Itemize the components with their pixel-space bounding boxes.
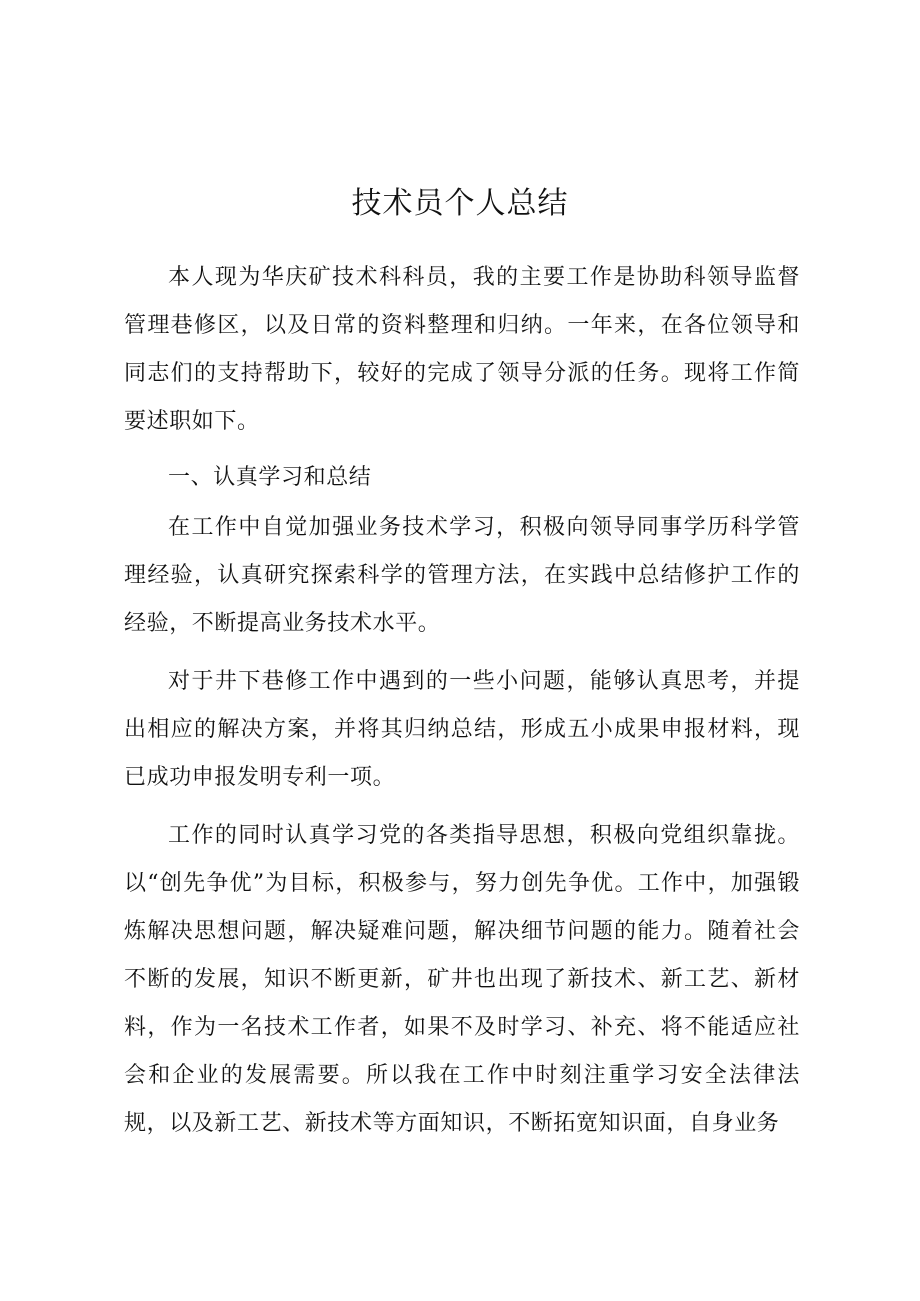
document-title: 技术员个人总结 [351, 186, 569, 221]
section-paragraph: 工作的同时认真学习党的各类指导思想，积极向党组织靠拢。以“创先争优”为目标，积极参与，努力创先争优。工作中，加强锻炼解决思想问题，解决疑难问题，解决细节问题的能力。随着社会不断的发展，知识不断更新，矿井也出现了新技术、新工艺、新材料，作为一名技术工作者，如果不及时学习、补充、将不能适应社会和企业的发展需要。所以我在工作中时刻注重学习安全法律法规，以及新工艺、新技术等方面知识，不断拓宽知识面，自身业务 [124, 823, 800, 1136]
section-heading: 一、认真学习和总结 [168, 465, 372, 490]
section-paragraph: 对于井下巷修工作中遇到的一些小问题，能够认真思考，并提出相应的解决方案，并将其归纳总结，形成五小成果申报材料，现已成功申报发明专利一项。 [124, 669, 800, 790]
intro-paragraph: 本人现为华庆矿技术科科员，我的主要工作是协助科领导监督管理巷修区，以及日常的资料整理和归纳。一年来，在各位领导和同志们的支持帮助下，较好的完成了领导分派的任务。现将工作简要述职如下。 [124, 265, 800, 434]
section-paragraph: 在工作中自觉加强业务技术学习，积极向领导同事学历科学管理经验，认真研究探索科学的管理方法，在实践中总结修护工作的经验，不断提高业务技术水平。 [124, 515, 800, 636]
document-body [124, 254, 800, 1148]
